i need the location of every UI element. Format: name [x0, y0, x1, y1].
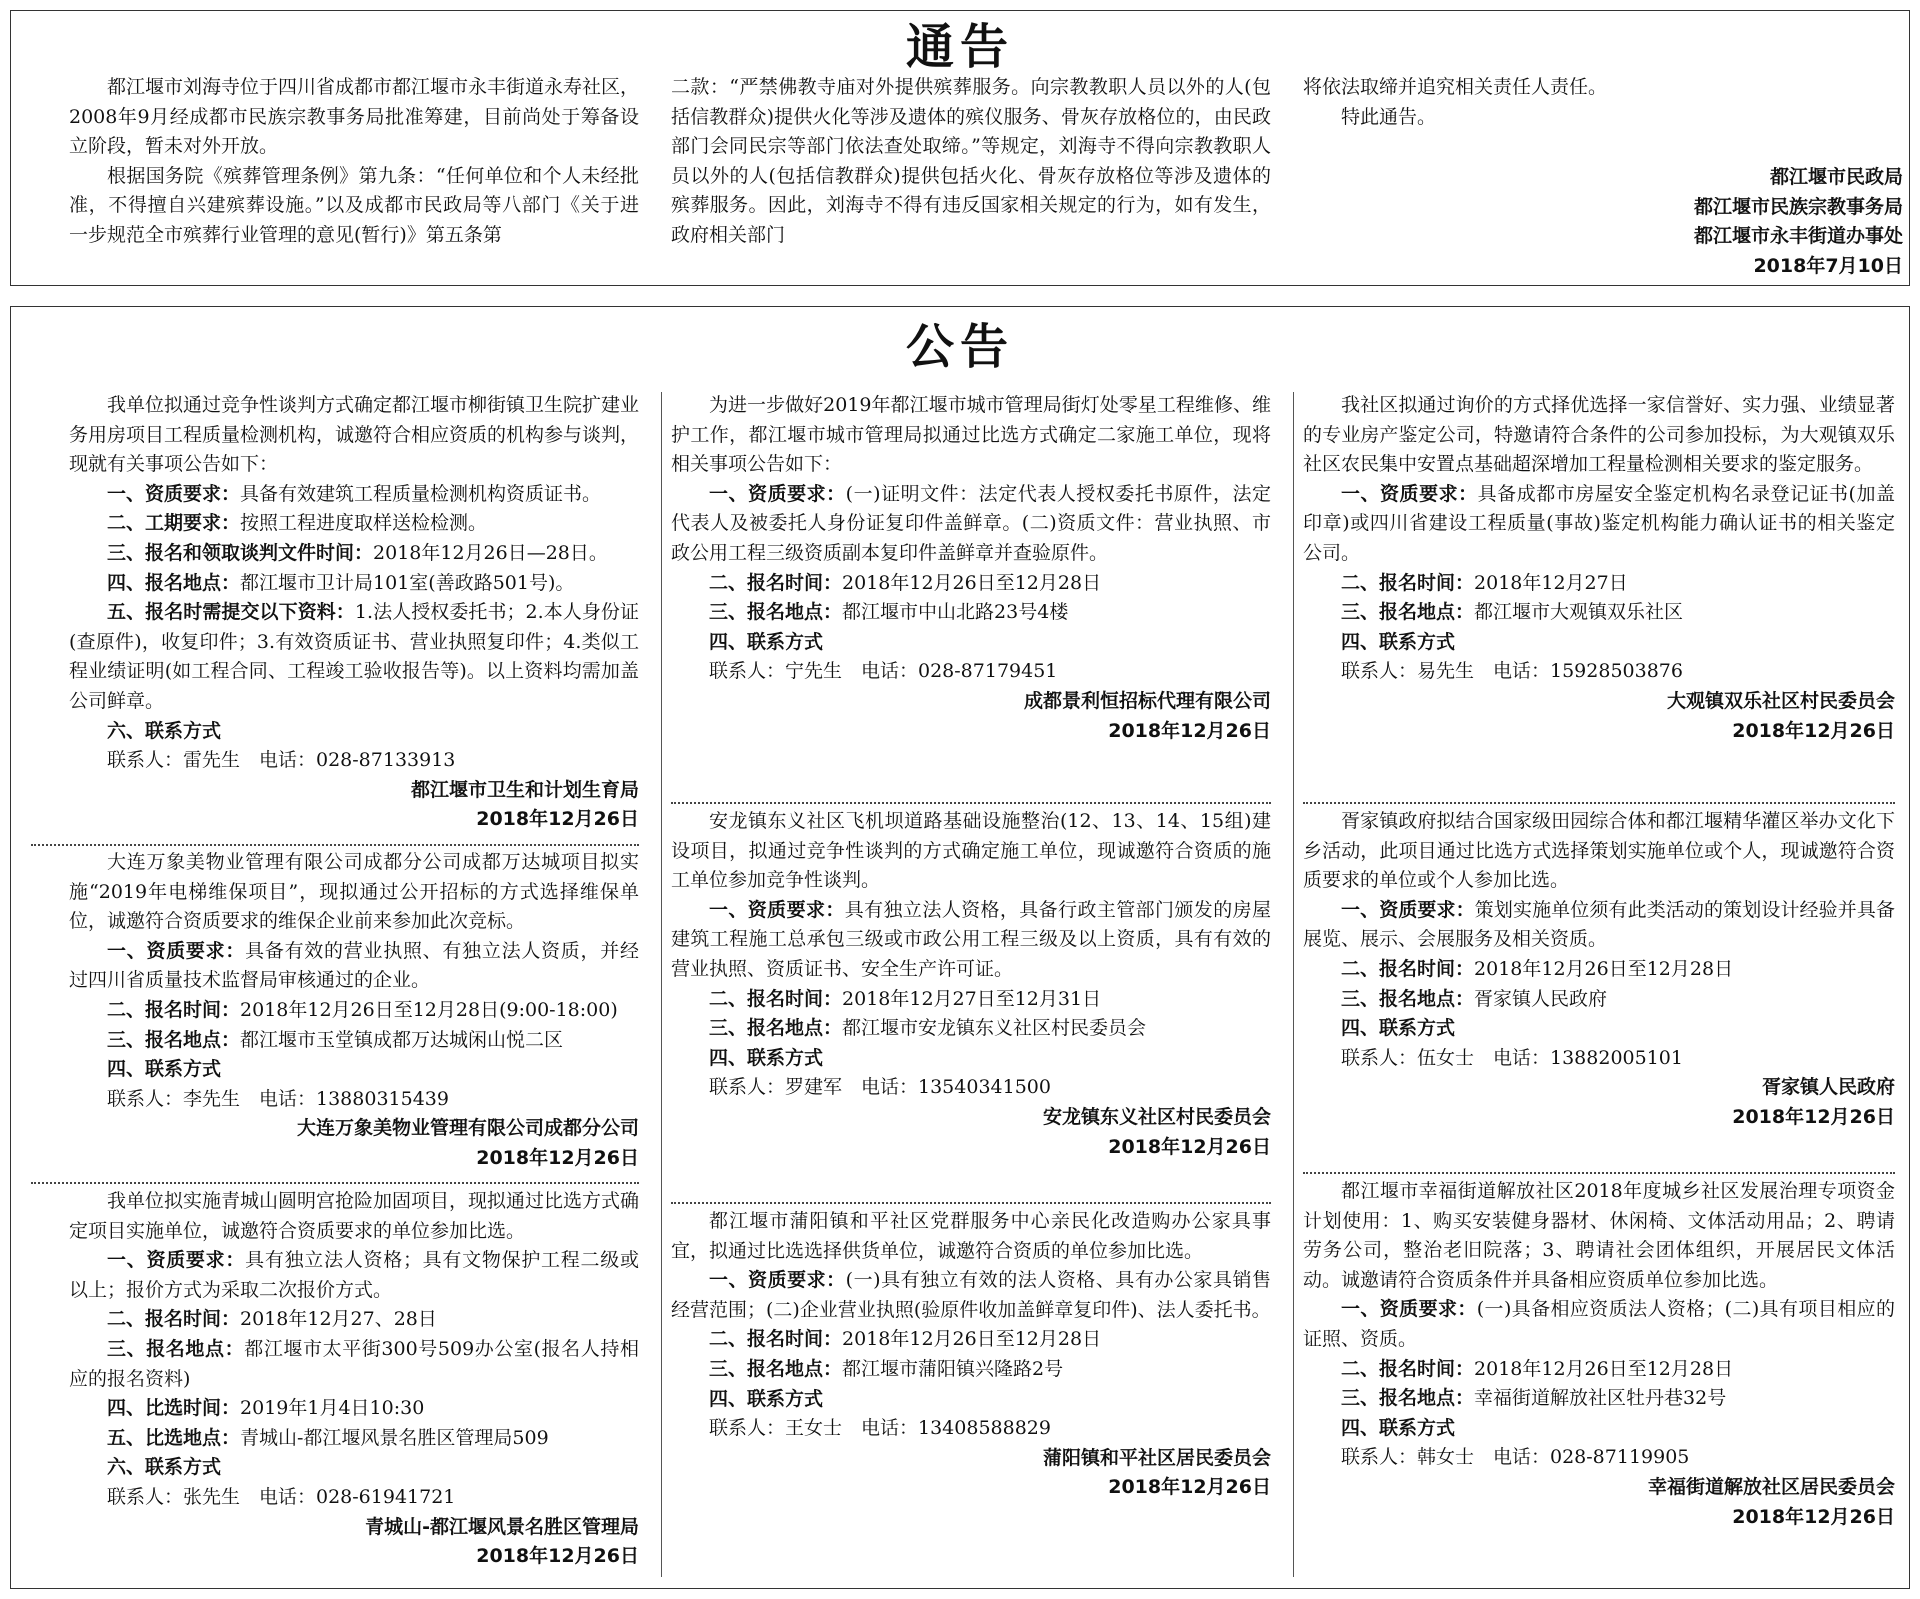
- section-item: [69, 1026, 639, 1056]
- item-heading: 三、报名地点：: [107, 1337, 245, 1360]
- item-heading: 一、资质要求：: [107, 1249, 246, 1272]
- section-item: [671, 896, 1271, 985]
- section-item: [69, 937, 639, 996]
- item-heading: 三、报名地点：: [1341, 601, 1475, 624]
- item-value: 都江堰市安龙镇东义社区村民委员会: [842, 1017, 1147, 1040]
- item-value: 具备成都市房屋安全鉴定机构名录登记证书(加盖印章)或四川省建设工程质量(事故)鉴定机构能力确认证书的相关鉴定公司。: [1303, 482, 1895, 564]
- section-intro: 我单位拟通过竞争性谈判方式确定都江堰市柳街镇卫生院扩建业务用房项目工程质量检测机构，诚邀符合相应资质的机构参与谈判，现就有关事项公告如下：: [69, 394, 640, 476]
- notice-column-1: [69, 73, 639, 251]
- section-divider: [1303, 802, 1895, 804]
- section-item: [69, 539, 639, 569]
- section-item: [1303, 1014, 1895, 1044]
- item-heading: 一、资质要求：: [1341, 1298, 1477, 1321]
- section-item: [1303, 569, 1895, 599]
- item-value: 具有独立法人资格，具备行政主管部门颁发的房屋建筑工程施工总承包三级或市政公用工程三级及以上资质，具有有效的营业执照、资质证书、安全生产许可证。: [671, 898, 1271, 980]
- notice-paragraph: 都江堰市刘海寺位于四川省成都市都江堰市永丰街道永寿社区，2008年9月经成都市民族宗教事务局批准筹建，目前尚处于筹备设立阶段，暂未对外开放。: [69, 76, 640, 158]
- section-item: [671, 1266, 1271, 1325]
- notice-column-2: [671, 73, 1271, 251]
- item-heading: 二、报名时间：: [709, 1328, 843, 1351]
- section-item: [1303, 480, 1895, 569]
- announcement-section: [671, 807, 1271, 1162]
- item-value: 都江堰市卫计局101室(善政路501号)。: [240, 571, 575, 594]
- contact-line: 联系人：雷先生 电话：028-87133913: [107, 749, 456, 772]
- issuer-name: 胥家镇人民政府: [1761, 1076, 1895, 1099]
- notice-paragraph: 根据国务院《殡葬管理条例》第九条：“任何单位和个人未经批准，不得擅自兴建殡葬设施。”以及成都市民政局等八部门《关于进一步规范全市殡葬行业管理的意见(暂行)》第五条第: [69, 164, 639, 246]
- item-heading: 一、资质要求：: [107, 482, 241, 505]
- contact-line: 联系人：李先生 电话：13880315439: [107, 1087, 449, 1110]
- item-heading: 二、报名时间：: [107, 998, 241, 1021]
- item-heading: 四、联系方式: [709, 1387, 824, 1410]
- item-heading: 一、资质要求：: [1341, 898, 1475, 921]
- contact-line: 联系人：宁先生 电话：028-87179451: [709, 660, 1058, 683]
- section-intro: 都江堰市幸福街道解放社区2018年度城乡社区发展治理专项资金计划使用：1、购买安装健身器材、休闲椅、文体活动用品；2、聘请劳务公司，整治老旧院落；3、聘请社会团体组织，开展居民文体活动。诚邀请符合资质条件并具备相应资质单位参加比选。: [1303, 1180, 1895, 1291]
- section-intro: 胥家镇政府拟结合国家级田园综合体和都江堰精华灌区举办文化下乡活动，此项目通过比选方式选择策划实施单位或个人，现诚邀符合资质要求的单位或个人参加比选。: [1303, 810, 1895, 892]
- item-heading: 六、联系方式: [107, 719, 222, 742]
- section-item: [69, 1335, 639, 1394]
- section-item: [671, 1014, 1271, 1044]
- item-value: 2018年12月27、28日: [240, 1308, 437, 1331]
- notice-closing: 特此通告。: [1341, 105, 1437, 128]
- item-heading: 四、报名地点：: [107, 571, 241, 594]
- section-item: [69, 598, 639, 716]
- section-item: [671, 1044, 1271, 1074]
- item-value: 2018年12月26日至12月28日: [1474, 957, 1734, 980]
- item-value: (一)具有独立有效的法人资格、具有办公家具销售经营范围；(二)企业营业执照(验原件收加盖鲜章复印件)、法人委托书。: [671, 1269, 1271, 1321]
- announcement-box: [10, 306, 1910, 1589]
- section-item: [1303, 985, 1895, 1015]
- contact-line: 联系人：王女士 电话：13408588829: [709, 1417, 1051, 1440]
- section-item: [69, 569, 639, 599]
- item-value: 幸福街道解放社区牡丹巷32号: [1474, 1387, 1727, 1410]
- issue-date: 2018年12月26日: [1732, 719, 1895, 742]
- section-item: [1303, 955, 1895, 985]
- section-item: [69, 996, 639, 1026]
- announcement-section: [1303, 807, 1895, 1133]
- issue-date: 2018年12月26日: [476, 1146, 639, 1169]
- item-heading: 二、报名时间：: [709, 987, 843, 1010]
- announcement-section: [1303, 1177, 1895, 1532]
- section-item: [69, 1305, 639, 1335]
- item-value: 胥家镇人民政府: [1474, 987, 1608, 1010]
- item-value: 具备有效的营业执照、有独立法人资质，并经过四川省质量技术监督局审核通过的企业。: [69, 939, 639, 992]
- item-heading: 四、联系方式: [1341, 1416, 1456, 1439]
- issue-date: 2018年12月26日: [1732, 1505, 1895, 1528]
- contact-line: 联系人：张先生 电话：028-61941721: [107, 1485, 456, 1508]
- issue-date: 2018年12月26日: [1732, 1105, 1895, 1128]
- contact-line: 联系人：伍女士 电话：13882005101: [1341, 1046, 1683, 1069]
- issuer-name: 都江堰市卫生和计划生育局: [410, 778, 639, 801]
- item-heading: 三、报名地点：: [709, 601, 843, 624]
- issue-date: 2018年12月26日: [476, 1545, 639, 1568]
- issue-date: 2018年12月26日: [1108, 719, 1271, 742]
- section-item: [1303, 598, 1895, 628]
- section-intro: 大连万象美物业管理有限公司成都分公司成都万达城项目拟实施“2019年电梯维保项目”，现拟通过公开招标的方式选择维保单位，诚邀符合资质要求的维保企业前来参加此次竞标。: [69, 851, 639, 933]
- item-value: 具有独立法人资格；具有文物保护工程二级或以上；报价方式为采取二次报价方式。: [69, 1249, 639, 1301]
- announcement-section: [69, 1187, 639, 1572]
- column-divider: [661, 392, 662, 1577]
- announcement-section: [1303, 391, 1895, 746]
- section-item: [1303, 1384, 1895, 1414]
- item-heading: 二、报名时间：: [1341, 957, 1475, 980]
- section-intro: 我社区拟通过询价的方式择优选择一家信誉好、实力强、业绩显著的专业房产鉴定公司，特邀请符合条件的公司参加投标，为大观镇双乐社区农民集中安置点基础超深增加工程量检测相关要求的鉴定服务。: [1303, 394, 1895, 476]
- section-divider: [671, 802, 1271, 804]
- item-value: 2018年12月27日: [1474, 571, 1628, 594]
- item-heading: 一、资质要求：: [1341, 482, 1478, 505]
- section-item: [671, 569, 1271, 599]
- issuer-name: 大观镇双乐社区村民委员会: [1666, 689, 1895, 712]
- item-value: 2018年12月26日至12月28日: [842, 1328, 1102, 1351]
- item-heading: 三、报名和领取谈判文件时间：: [107, 541, 374, 564]
- issuer-name: 大连万象美物业管理有限公司成都分公司: [296, 1117, 639, 1140]
- item-heading: 三、报名地点：: [107, 1028, 241, 1051]
- item-value: 2018年12月26日至12月28日: [1474, 1357, 1734, 1380]
- section-item: [1303, 1414, 1895, 1444]
- issuer-name: 安龙镇东义社区村民委员会: [1042, 1105, 1271, 1128]
- announcement-section: [69, 391, 639, 835]
- item-heading: 四、联系方式: [709, 630, 824, 653]
- item-value: 按照工程进度取样送检检测。: [240, 512, 488, 535]
- section-item: [671, 1385, 1271, 1415]
- item-heading: 一、资质要求：: [107, 939, 246, 962]
- notice-paragraph: 二款：“严禁佛教寺庙对外提供殡葬服务。向宗教教职人员以外的人(包括信教群众)提供火化等涉及遗体的殡仪服务、骨灰存放格位的，由民政部门会同民宗等部门依法查处取缔。”等规定，刘海寺不得向宗教教职人员以外的人(包括信教群众)提供包括火化、骨灰存放格位等涉及遗体的殡葬服务。因此，刘海寺不得有违反国家相关规定的行为，如有发生，政府相关部门: [671, 76, 1271, 246]
- announcement-title: 公告: [905, 319, 1014, 375]
- item-value: 策划实施单位须有此类活动的策划设计经验并具备展览、展示、会展服务及相关资质。: [1303, 898, 1895, 951]
- item-heading: 四、联系方式: [709, 1046, 824, 1069]
- issuer-name: 蒲阳镇和平社区居民委员会: [1042, 1446, 1271, 1469]
- section-intro: 都江堰市蒲阳镇和平社区党群服务中心亲民化改造购办公家具事宜，拟通过比选选择供货单位，诚邀符合资质的单位参加比选。: [671, 1210, 1271, 1262]
- contact-line: 联系人：罗建军 电话：13540341500: [709, 1076, 1051, 1099]
- announcement-section: [69, 848, 639, 1174]
- section-divider: [1303, 1172, 1895, 1174]
- section-item: [1303, 628, 1895, 658]
- item-value: 1.法人授权委托书；2.本人身份证(查原件)，收复印件；3.有效资质证书、营业执照复印件；4.类似工程业绩证明(如工程合同、工程竣工验收报告等)。以上资料均需加盖公司鲜章。: [69, 601, 639, 712]
- section-intro: 我单位拟实施青城山圆明宫抢险加固项目，现拟通过比选方式确定项目实施单位，诚邀符合资质要求的单位参加比选。: [69, 1190, 640, 1242]
- item-value: 都江堰市大观镇双乐社区: [1474, 601, 1684, 624]
- item-heading: 三、报名地点：: [709, 1017, 843, 1040]
- issue-date: 2018年12月26日: [476, 808, 639, 831]
- notice-box: [10, 10, 1910, 286]
- item-value: 青城山-都江堰风景名胜区管理局509: [240, 1426, 549, 1449]
- item-heading: 六、联系方式: [107, 1456, 222, 1479]
- section-item: [69, 1394, 639, 1424]
- section-item: [69, 1055, 639, 1085]
- section-item: [671, 1325, 1271, 1355]
- item-heading: 五、报名时需提交以下资料：: [107, 601, 355, 624]
- section-item: [671, 480, 1271, 569]
- item-value: (一)证明文件：法定代表人授权委托书原件，法定代表人及被委托人身份证复印件盖鲜章。(二)资质文件：营业执照、市政公用工程三级资质副本复印件盖鲜章并查验原件。: [671, 482, 1271, 564]
- issuer-name: 青城山-都江堰风景名胜区管理局: [365, 1515, 639, 1538]
- item-value: 都江堰市中山北路23号4楼: [842, 601, 1069, 624]
- notice-signer: 都江堰市民政局: [1769, 166, 1903, 188]
- notice-signer: 都江堰市民族宗教事务局: [1693, 195, 1903, 218]
- item-value: 2018年12月27日至12月31日: [842, 987, 1102, 1010]
- section-divider: [31, 844, 639, 846]
- section-intro: 安龙镇东义社区飞机坝道路基础设施整治(12、13、14、15组)建设项目，拟通过竞争性谈判的方式确定施工单位，现诚邀符合资质的施工单位参加竞争性谈判。: [671, 810, 1271, 892]
- item-heading: 三、报名地点：: [709, 1357, 843, 1380]
- contact-line: 联系人：韩女士 电话：028-87119905: [1341, 1446, 1690, 1469]
- item-value: 都江堰市蒲阳镇兴隆路2号: [842, 1357, 1064, 1380]
- item-heading: 二、报名时间：: [1341, 571, 1475, 594]
- section-item: [671, 985, 1271, 1015]
- column-divider: [1293, 392, 1294, 1577]
- section-item: [1303, 1355, 1895, 1385]
- notice-signer: 都江堰市永丰街道办事处: [1693, 225, 1903, 248]
- section-item: [1303, 896, 1895, 955]
- item-heading: 三、报名地点：: [1341, 1387, 1475, 1410]
- contact-line: 联系人：易先生 电话：15928503876: [1341, 660, 1683, 683]
- issuer-name: 成都景利恒招标代理有限公司: [1023, 689, 1271, 712]
- section-item: [69, 480, 639, 510]
- item-heading: 四、联系方式: [107, 1058, 222, 1081]
- section-item: [671, 628, 1271, 658]
- item-heading: 二、工期要求：: [107, 512, 241, 535]
- section-item: [671, 598, 1271, 628]
- item-heading: 三、报名地点：: [1341, 987, 1475, 1010]
- section-item: [671, 1355, 1271, 1385]
- issuer-name: 幸福街道解放社区居民委员会: [1647, 1475, 1895, 1498]
- section-item: [1303, 1295, 1895, 1354]
- section-divider: [31, 1182, 639, 1184]
- item-heading: 一、资质要求：: [709, 482, 846, 505]
- section-intro: 为进一步做好2019年都江堰市城市管理局街灯处零星工程维修、维护工作，都江堰市城市管理局拟通过比选方式确定二家施工单位，现将相关事项公告如下：: [671, 394, 1271, 476]
- item-heading: 一、资质要求：: [709, 1269, 846, 1292]
- issue-date: 2018年12月26日: [1108, 1476, 1271, 1499]
- item-value: 都江堰市太平街300号509办公室(报名人持相应的报名资料): [69, 1337, 639, 1390]
- item-heading: 二、报名时间：: [107, 1308, 241, 1331]
- item-value: (一)具备相应资质法人资格；(二)具有项目相应的证照、资质。: [1303, 1298, 1895, 1350]
- notice-title: 通告: [905, 19, 1014, 75]
- item-value: 2018年12月26日至12月28日(9:00-18:00): [240, 998, 618, 1021]
- item-value: 都江堰市玉堂镇成都万达城闲山悦二区: [240, 1028, 564, 1051]
- section-item: [69, 717, 639, 747]
- item-heading: 四、联系方式: [1341, 630, 1456, 653]
- item-heading: 一、资质要求：: [709, 898, 845, 921]
- item-value: 2019年1月4日10:30: [240, 1397, 425, 1420]
- notice-date: 2018年7月10日: [1753, 254, 1903, 277]
- item-heading: 二、报名时间：: [1341, 1357, 1475, 1380]
- announcement-section: [671, 391, 1271, 746]
- item-heading: 二、报名时间：: [709, 571, 843, 594]
- item-value: 具备有效建筑工程质量检测机构资质证书。: [240, 482, 602, 505]
- section-item: [69, 1424, 639, 1454]
- item-value: 2018年12月26日—28日。: [373, 541, 608, 564]
- item-heading: 四、比选时间：: [107, 1397, 241, 1420]
- section-item: [69, 509, 639, 539]
- notice-paragraph: 将依法取缔并追究相关责任人责任。: [1303, 76, 1608, 98]
- announcement-section: [671, 1207, 1271, 1503]
- section-item: [69, 1246, 639, 1305]
- section-item: [69, 1453, 639, 1483]
- notice-column-3: [1303, 73, 1903, 277]
- issue-date: 2018年12月26日: [1108, 1135, 1271, 1158]
- item-value: 2018年12月26日至12月28日: [842, 571, 1102, 594]
- item-heading: 五、比选地点：: [107, 1426, 241, 1449]
- item-heading: 四、联系方式: [1341, 1017, 1456, 1040]
- section-divider: [671, 1202, 1271, 1204]
